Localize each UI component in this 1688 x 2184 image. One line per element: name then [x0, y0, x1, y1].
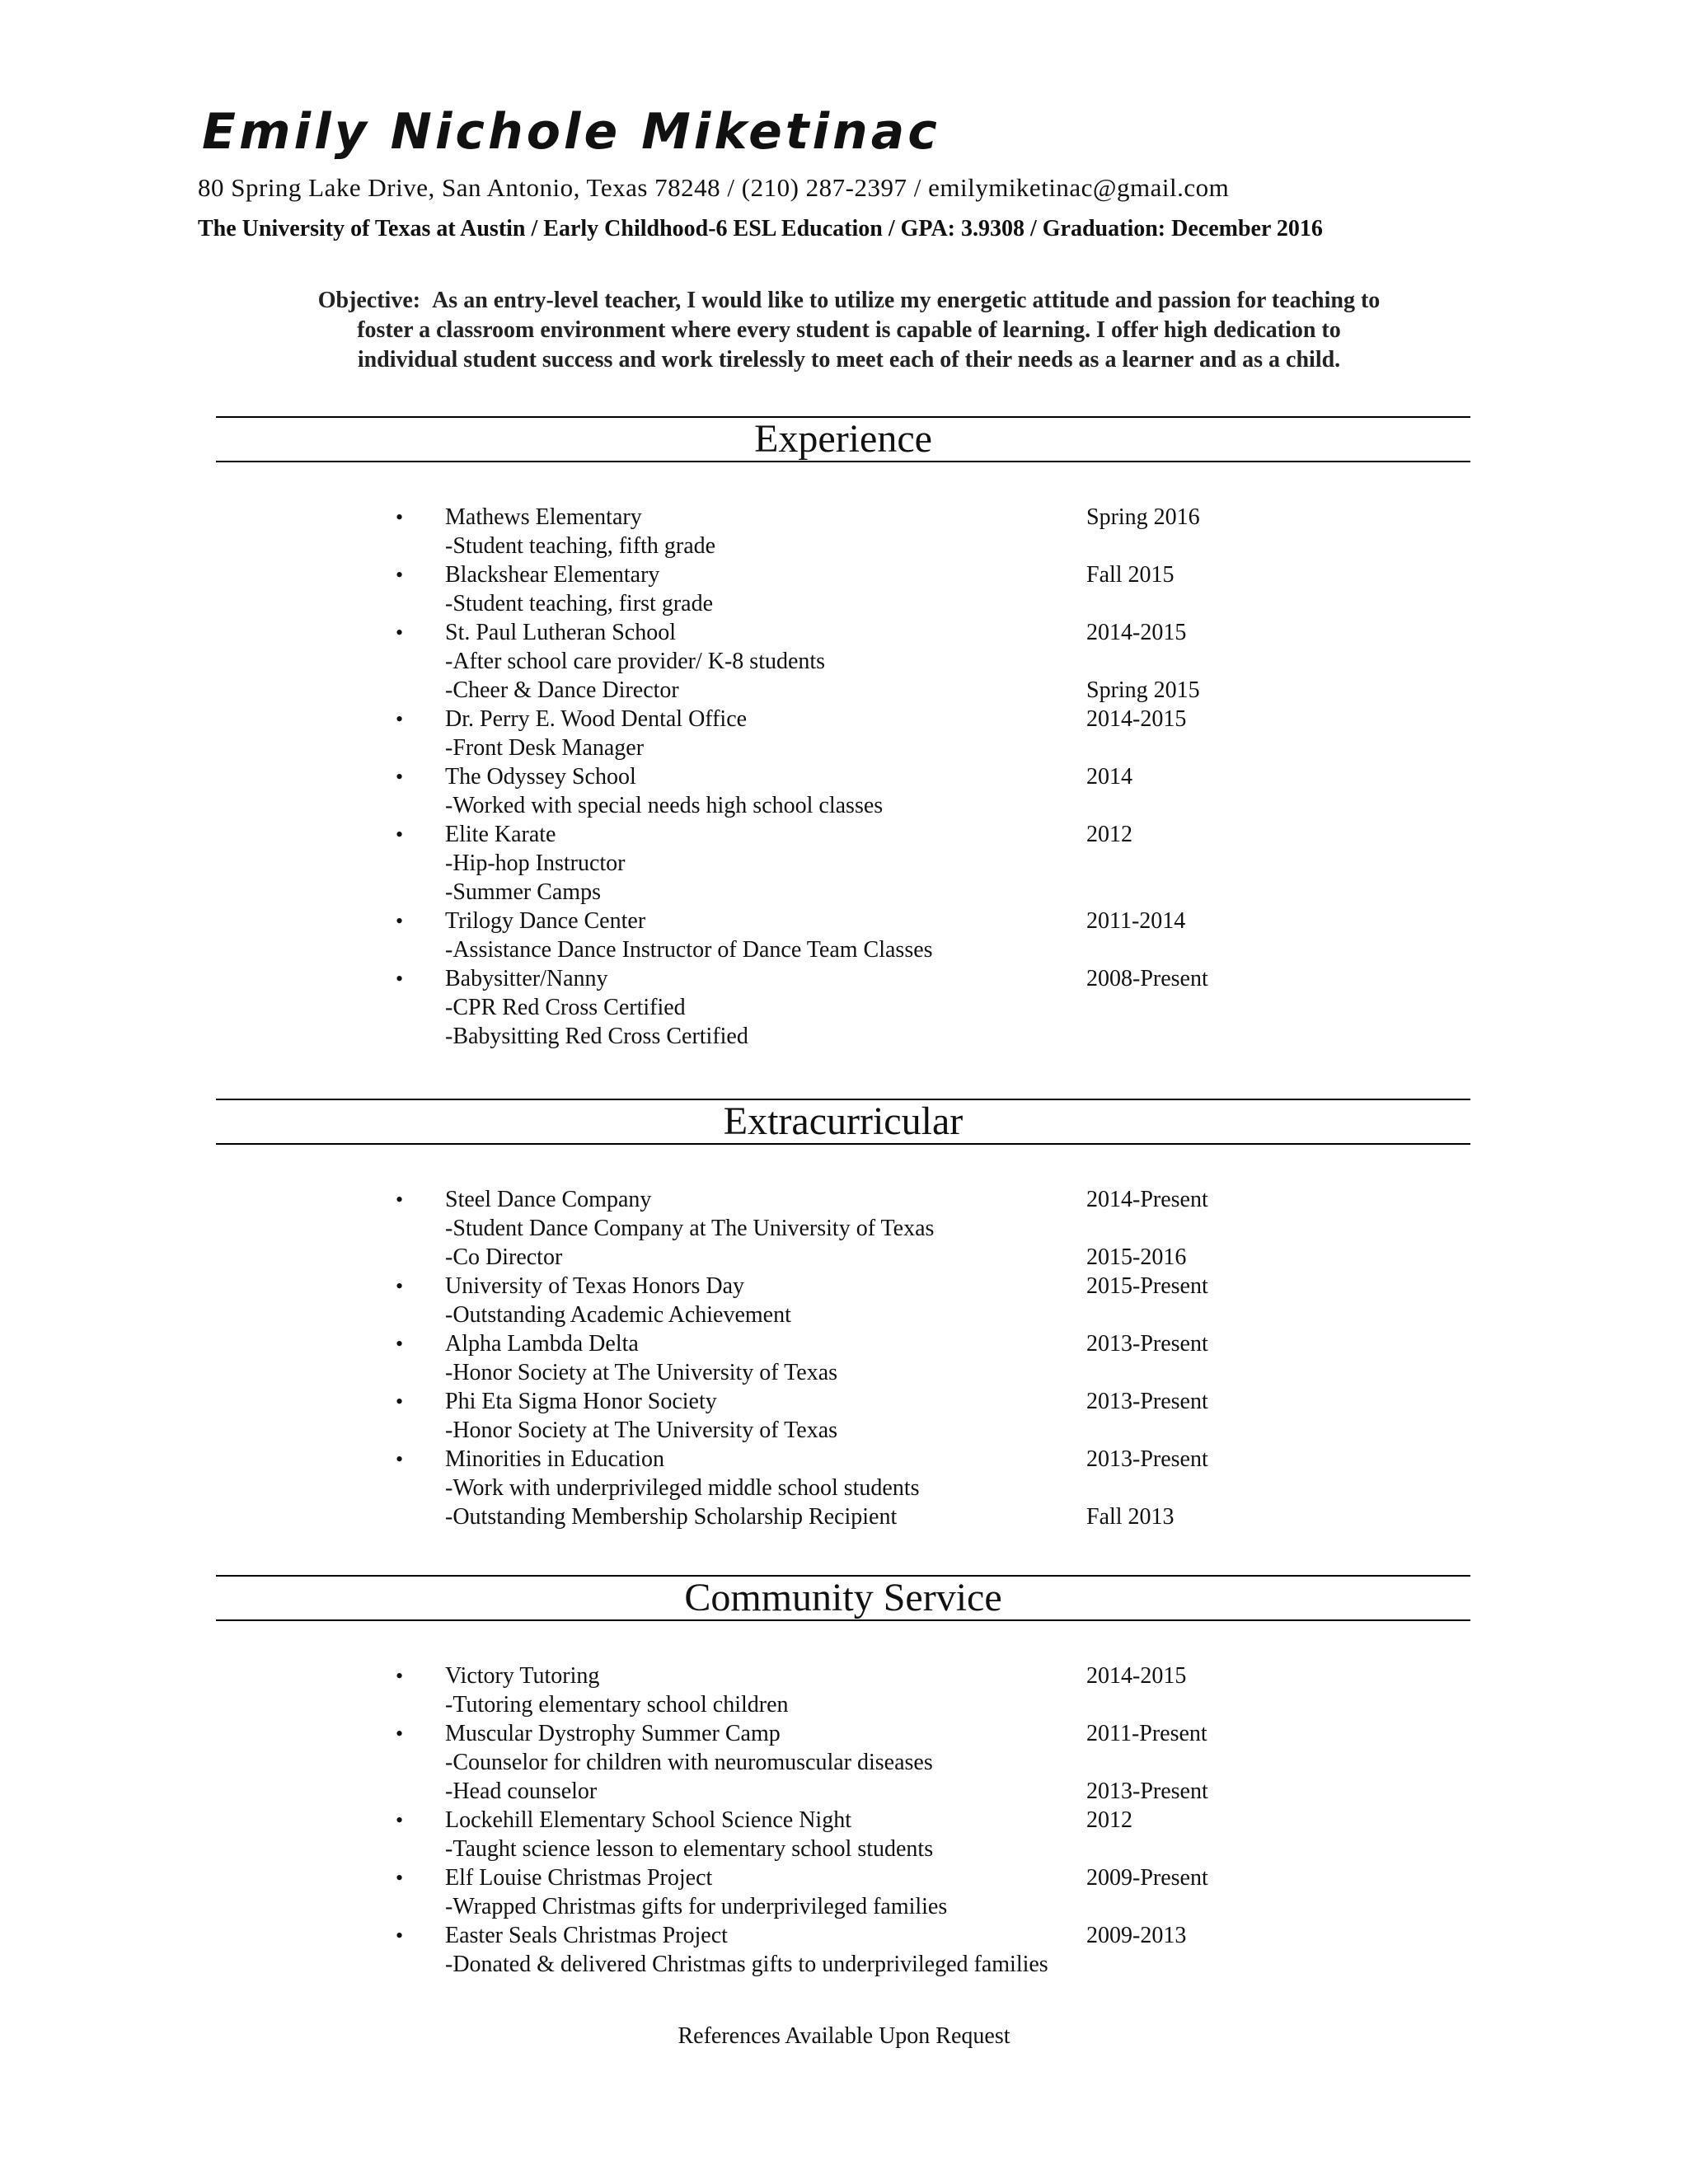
bullet-icon: •	[396, 1188, 404, 1212]
item-header-row	[0, 560, 1688, 589]
bullet-icon: •	[396, 909, 404, 933]
bullet-icon: •	[396, 823, 404, 846]
item-organization: St. Paul Lutheran School	[445, 620, 676, 645]
candidate-name: Emily Nichole Miketinac	[202, 103, 940, 161]
item-detail-row	[0, 1301, 1688, 1329]
item-header-row	[0, 1185, 1688, 1214]
item-date: 2013-Present	[1086, 1446, 1208, 1472]
list-item	[0, 964, 1688, 1051]
item-organization: The Odyssey School	[445, 764, 636, 790]
list-item	[0, 1185, 1688, 1272]
item-detail-row	[0, 733, 1688, 762]
item-header-row	[0, 1329, 1688, 1358]
item-organization: Trilogy Dance Center	[445, 908, 646, 934]
item-organization: Phi Eta Sigma Honor Society	[445, 1389, 717, 1414]
bullet-icon: •	[396, 1332, 404, 1356]
item-header-row	[0, 618, 1688, 647]
item-detail: -Honor Society at The University of Texas	[445, 1360, 838, 1385]
item-detail-row	[0, 993, 1688, 1022]
objective-line-1	[206, 286, 1492, 316]
bullet-icon: •	[396, 1664, 404, 1688]
list-item	[0, 1272, 1688, 1329]
item-detail: -Head counselor	[445, 1779, 598, 1804]
item-date: 2014-2015	[1086, 706, 1187, 732]
item-date: Spring 2016	[1086, 504, 1200, 530]
item-header-row	[0, 1863, 1688, 1892]
list-item	[0, 762, 1688, 820]
item-detail-date: Fall 2013	[1086, 1504, 1175, 1530]
list-item	[0, 1387, 1688, 1445]
item-detail-row	[0, 878, 1688, 907]
objective-label: Objective:	[317, 288, 421, 313]
bullet-icon: •	[396, 967, 404, 991]
item-detail: -Outstanding Membership Scholarship Recipient	[445, 1504, 898, 1530]
bullet-icon: •	[396, 1390, 404, 1413]
item-organization: University of Texas Honors Day	[445, 1273, 745, 1299]
item-detail: -Assistance Dance Instructor of Dance Team Classes	[445, 937, 933, 963]
item-detail: -Front Desk Manager	[445, 735, 645, 761]
item-organization: Easter Seals Christmas Project	[445, 1923, 728, 1948]
item-detail-row	[0, 647, 1688, 676]
item-date: 2013-Present	[1086, 1389, 1208, 1414]
item-date: 2008-Present	[1086, 966, 1208, 991]
experience-list	[0, 503, 1688, 1051]
item-detail: -Student teaching, fifth grade	[445, 533, 716, 559]
item-detail: -CPR Red Cross Certified	[445, 995, 686, 1020]
item-detail: -Co Director	[445, 1244, 563, 1270]
item-detail-row	[0, 1835, 1688, 1863]
list-item	[0, 1921, 1688, 1979]
item-header-row	[0, 964, 1688, 993]
item-detail-row	[0, 676, 1688, 705]
item-organization: Elf Louise Christmas Project	[445, 1865, 713, 1891]
item-detail: -Summer Camps	[445, 879, 601, 905]
bullet-icon: •	[396, 1924, 404, 1947]
item-detail: -Babysitting Red Cross Certified	[445, 1024, 748, 1049]
list-item	[0, 503, 1688, 560]
item-detail-row	[0, 1243, 1688, 1272]
item-detail-row	[0, 1358, 1688, 1387]
list-item	[0, 907, 1688, 964]
item-detail-row	[0, 1416, 1688, 1445]
item-header-row	[0, 1719, 1688, 1748]
item-detail: -Student Dance Company at The University of Texas	[445, 1216, 935, 1241]
item-header-row	[0, 1272, 1688, 1301]
item-detail-row	[0, 1474, 1688, 1502]
item-detail: -Outstanding Academic Achievement	[445, 1302, 791, 1328]
bullet-icon: •	[396, 707, 404, 731]
experience-heading: Experience	[216, 416, 1470, 462]
item-detail: -Tutoring elementary school children	[445, 1692, 789, 1718]
community-service-list	[0, 1661, 1688, 1979]
item-header-row	[0, 705, 1688, 733]
bullet-icon: •	[396, 563, 404, 587]
item-detail-row	[0, 589, 1688, 618]
item-detail-date: 2013-Present	[1086, 1779, 1208, 1804]
list-item	[0, 1445, 1688, 1531]
item-organization: Muscular Dystrophy Summer Camp	[445, 1721, 781, 1746]
item-organization: Blackshear Elementary	[445, 562, 660, 588]
list-item	[0, 1661, 1688, 1719]
item-detail: -Counselor for children with neuromuscular diseases	[445, 1750, 933, 1775]
bullet-icon: •	[396, 1866, 404, 1890]
item-detail-row	[0, 1502, 1688, 1531]
item-detail-row	[0, 532, 1688, 560]
item-detail-row	[0, 791, 1688, 820]
item-organization: Alpha Lambda Delta	[445, 1331, 639, 1357]
item-header-row	[0, 1921, 1688, 1950]
item-detail-row	[0, 1022, 1688, 1051]
item-detail-row	[0, 1748, 1688, 1777]
item-date: 2014-Present	[1086, 1187, 1208, 1212]
item-header-row	[0, 820, 1688, 849]
bullet-icon: •	[396, 1808, 404, 1832]
item-detail: -Cheer & Dance Director	[445, 677, 679, 703]
bullet-icon: •	[396, 621, 404, 644]
item-organization: Steel Dance Company	[445, 1187, 652, 1212]
item-detail: -Student teaching, first grade	[445, 591, 714, 616]
objective-line-3: individual student success and work tirelessly to meet each of their needs as a learner and as a child.	[357, 347, 1341, 373]
education-line: The University of Texas at Austin / Early Childhood-6 ESL Education / GPA: 3.9308 / Graduation: December 2016	[198, 216, 1323, 241]
item-detail-row	[0, 935, 1688, 964]
bullet-icon: •	[396, 1274, 404, 1298]
item-detail: -After school care provider/ K-8 students	[445, 649, 826, 674]
item-detail: -Work with underprivileged middle school students	[445, 1475, 920, 1501]
bullet-icon: •	[396, 765, 404, 789]
list-item	[0, 1719, 1688, 1806]
item-organization: Victory Tutoring	[445, 1663, 600, 1689]
item-date: Fall 2015	[1086, 562, 1175, 588]
list-item	[0, 560, 1688, 618]
objective-text-1: As an entry-level teacher, I would like to utilize my energetic attitude and passion for teaching to	[432, 288, 1381, 313]
item-date: 2015-Present	[1086, 1273, 1208, 1299]
item-detail-date: 2015-2016	[1086, 1244, 1187, 1270]
item-header-row	[0, 907, 1688, 935]
extracurricular-list	[0, 1185, 1688, 1531]
item-date: 2011-2014	[1086, 908, 1186, 934]
item-header-row	[0, 762, 1688, 791]
item-detail-row	[0, 1214, 1688, 1243]
item-date: 2011-Present	[1086, 1721, 1207, 1746]
extracurricular-heading: Extracurricular	[216, 1099, 1470, 1145]
item-date: 2012	[1086, 1807, 1132, 1833]
item-detail-date: Spring 2015	[1086, 677, 1200, 703]
item-detail: -Honor Society at The University of Texas	[445, 1418, 838, 1443]
objective-line-2: foster a classroom environment where every student is capable of learning. I offer high dedication to	[357, 317, 1341, 343]
list-item	[0, 1329, 1688, 1387]
item-detail: -Donated & delivered Christmas gifts to underprivileged families	[445, 1952, 1048, 1977]
item-date: 2014	[1086, 764, 1132, 790]
item-detail: -Wrapped Christmas gifts for underprivileged families	[445, 1894, 948, 1919]
bullet-icon: •	[396, 1722, 404, 1746]
item-header-row	[0, 1387, 1688, 1416]
objective-statement	[206, 286, 1492, 375]
item-detail-row	[0, 1690, 1688, 1719]
list-item	[0, 1863, 1688, 1921]
item-header-row	[0, 1445, 1688, 1474]
item-detail-row	[0, 1950, 1688, 1979]
item-date: 2009-Present	[1086, 1865, 1208, 1891]
bullet-icon: •	[396, 505, 404, 529]
item-detail: -Hip-hop Instructor	[445, 851, 626, 876]
item-organization: Mathews Elementary	[445, 504, 642, 530]
item-date: 2014-2015	[1086, 1663, 1187, 1689]
item-organization: Elite Karate	[445, 822, 556, 847]
item-detail-row	[0, 849, 1688, 878]
item-header-row	[0, 1806, 1688, 1835]
bullet-icon: •	[396, 1447, 404, 1471]
item-date: 2013-Present	[1086, 1331, 1208, 1357]
item-date: 2014-2015	[1086, 620, 1187, 645]
item-detail: -Taught science lesson to elementary school students	[445, 1836, 934, 1862]
community-service-heading: Community Service	[216, 1575, 1470, 1621]
item-header-row	[0, 1661, 1688, 1690]
item-date: 2009-2013	[1086, 1923, 1187, 1948]
item-detail-row	[0, 1892, 1688, 1921]
item-organization: Dr. Perry E. Wood Dental Office	[445, 706, 748, 732]
list-item	[0, 820, 1688, 907]
item-header-row	[0, 503, 1688, 532]
list-item	[0, 1806, 1688, 1863]
list-item	[0, 705, 1688, 762]
list-item	[0, 618, 1688, 705]
item-organization: Minorities in Education	[445, 1446, 664, 1472]
item-organization: Babysitter/Nanny	[445, 966, 608, 991]
item-detail-row	[0, 1777, 1688, 1806]
references-note: References Available Upon Request	[678, 2023, 1010, 2049]
item-date: 2012	[1086, 822, 1132, 847]
item-organization: Lockehill Elementary School Science Night	[445, 1807, 851, 1833]
item-detail: -Worked with special needs high school classes	[445, 793, 884, 818]
contact-info: 80 Spring Lake Drive, San Antonio, Texas 78248 / (210) 287-2397 / emilymiketinac@gmail.com	[198, 173, 1230, 202]
